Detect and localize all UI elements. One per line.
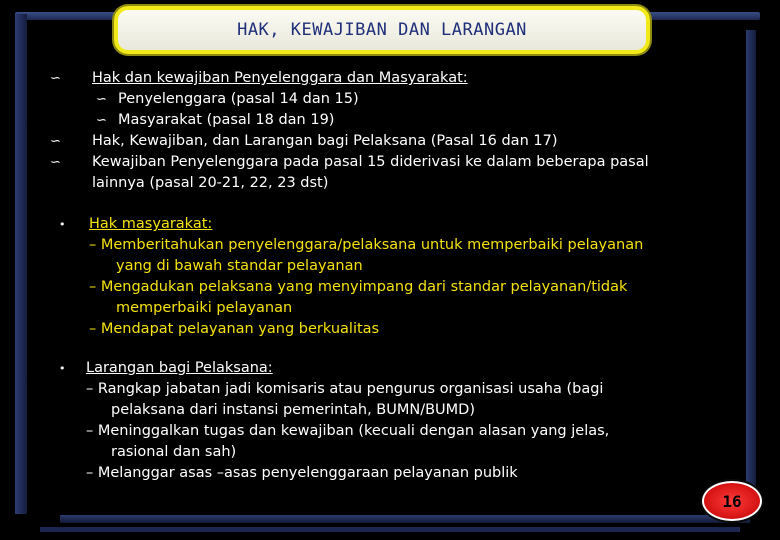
list-item bbox=[46, 277, 726, 298]
section-heading: Hak dan kewajiban Penyelenggara dan Masyarakat: bbox=[92, 70, 468, 86]
frame-bottom-bar-thin bbox=[40, 527, 740, 532]
list-text: lainnya (pasal 20-21, 22, 23 dst) bbox=[92, 175, 329, 191]
dot-bullet-icon: • bbox=[59, 362, 66, 375]
frame-right-bar bbox=[746, 30, 756, 500]
list-text: rasional dan sah) bbox=[111, 444, 237, 460]
list-item bbox=[46, 235, 726, 256]
frame-left-bar bbox=[15, 14, 27, 514]
list-item bbox=[46, 379, 726, 400]
list-item bbox=[46, 421, 726, 442]
wave-bullet-icon: ∽ bbox=[50, 134, 61, 149]
list-text: – Melanggar asas –asas penyelenggaraan pelayanan publik bbox=[86, 465, 518, 481]
list-item bbox=[46, 214, 726, 235]
list-text: – Meninggalkan tugas dan kewajiban (kecuali dengan alasan yang jelas, bbox=[86, 423, 610, 439]
list-item-continuation bbox=[46, 256, 726, 277]
list-item bbox=[46, 319, 726, 340]
list-item-continuation bbox=[46, 173, 726, 194]
list-text: – Memberitahukan penyelenggara/pelaksana untuk memperbaiki pelayanan bbox=[89, 237, 644, 253]
list-item-continuation bbox=[46, 298, 726, 319]
list-text: pelaksana dari instansi pemerintah, BUMN/BUMD) bbox=[111, 402, 476, 418]
section-heading: Larangan bagi Pelaksana: bbox=[86, 360, 273, 376]
list-text: – Mendapat pelayanan yang berkualitas bbox=[89, 321, 380, 337]
sub-item: Masyarakat (pasal 18 dan 19) bbox=[118, 112, 335, 128]
page-title: HAK, KEWAJIBAN DAN LARANGAN bbox=[237, 20, 527, 40]
wave-bullet-icon: ∽ bbox=[50, 155, 61, 170]
list-item bbox=[46, 131, 726, 152]
list-item-continuation bbox=[46, 442, 726, 463]
list-text: memperbaiki pelayanan bbox=[116, 300, 293, 316]
dot-bullet-icon: • bbox=[59, 218, 66, 231]
list-text: – Rangkap jabatan jadi komisaris atau pengurus organisasi usaha (bagi bbox=[86, 381, 604, 397]
list-text: – Mengadukan pelaksana yang menyimpang dari standar pelayanan/tidak bbox=[89, 279, 628, 295]
list-item bbox=[46, 89, 726, 110]
slide-content bbox=[46, 68, 726, 484]
wave-bullet-icon: ∽ bbox=[96, 113, 107, 128]
list-item bbox=[46, 358, 726, 379]
list-text: Hak, Kewajiban, dan Larangan bagi Pelaksana (Pasal 16 dan 17) bbox=[92, 133, 558, 149]
list-item bbox=[46, 68, 726, 89]
list-item bbox=[46, 152, 726, 173]
list-item-continuation bbox=[46, 400, 726, 421]
page-number: 16 bbox=[722, 491, 742, 511]
wave-bullet-icon: ∽ bbox=[50, 71, 61, 86]
wave-bullet-icon: ∽ bbox=[96, 92, 107, 107]
list-text: yang di bawah standar pelayanan bbox=[116, 258, 363, 274]
section-heading: Hak masyarakat: bbox=[89, 216, 213, 232]
sub-item: Penyelenggara (pasal 14 dan 15) bbox=[118, 91, 359, 107]
frame-bottom-bar bbox=[60, 515, 750, 523]
list-text: Kewajiban Penyelenggara pada pasal 15 diderivasi ke dalam beberapa pasal bbox=[92, 154, 649, 170]
list-item bbox=[46, 463, 726, 484]
page-number-badge bbox=[702, 481, 762, 521]
title-box bbox=[114, 6, 650, 54]
list-item bbox=[46, 110, 726, 131]
